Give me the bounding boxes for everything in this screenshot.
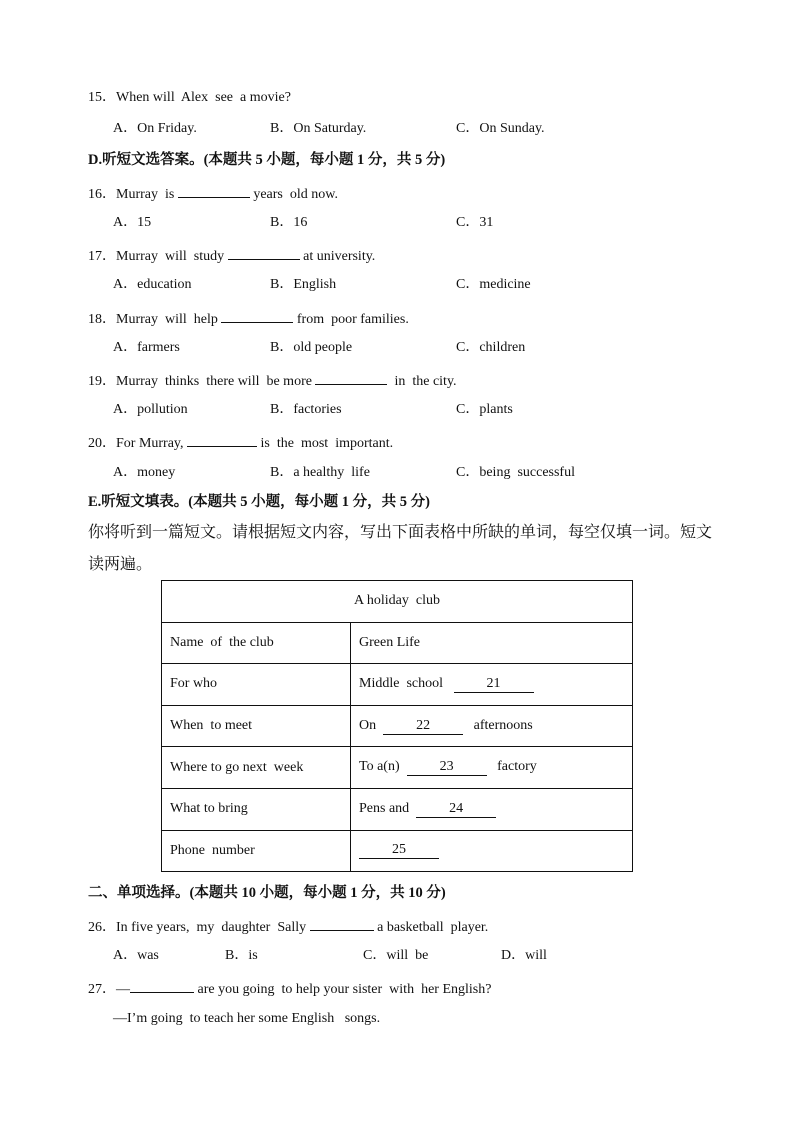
blank-22: 22 [383,718,463,735]
question-19 [88,370,457,391]
blank-21: 21 [454,676,534,693]
section-2-heading: 二、单项选择。(本题共 10 小题，每小题 1 分，共 10 分) [88,885,446,901]
table-row [162,830,633,872]
table-row [162,747,633,789]
q20-stem-start: 20．For Murray, [88,436,188,451]
q20-stem-end: is the most important. [257,436,394,451]
row-label: When to meet [162,705,351,747]
row-value [351,830,633,872]
q26-stem-end: a basketball player. [373,920,489,935]
table-row [162,788,633,830]
q16-option-a: A．15 [113,215,152,230]
question-15: 15．When will Alex see a movie? [88,90,291,105]
q15-option-c: C．On Sunday. [456,121,545,136]
row-label: Phone number [162,830,351,872]
q18-option-b: B．old people [270,340,353,355]
q26-option-c: C．will be [363,948,429,963]
row-label: For who [162,664,351,706]
answer-blank [178,183,250,198]
row-value-suffix: afternoons [463,717,533,733]
row-label: What to bring [162,788,351,830]
answer-blank [130,978,194,993]
row-value [351,788,633,830]
q18-option-a: A．farmers [113,340,180,355]
q19-option-a: A．pollution [113,402,188,417]
q26-option-d: D．will [501,948,547,963]
question-20 [88,432,393,453]
row-value [351,664,633,706]
section-e-heading: E.听短文填表。(本题共 5 小题，每小题 1 分，共 5 分) [88,494,430,510]
table-row [162,622,633,664]
q19-option-b: B．factories [270,402,342,417]
table-row [162,705,633,747]
q20-option-b: B．a healthy life [270,465,370,480]
table-title: A holiday club [162,581,633,623]
q17-stem-end: at university. [299,249,376,264]
q26-stem-start: 26．In five years, my daughter Sally [88,920,310,935]
q20-option-a: A．money [113,465,176,480]
blank-25: 25 [359,842,439,859]
table-row [162,664,633,706]
q26-option-a: A．was [113,948,159,963]
row-value [351,705,633,747]
answer-blank [221,308,293,323]
q15-option-a: A．On Friday. [113,121,197,136]
q17-option-b: B．English [270,277,337,292]
row-value [351,622,633,664]
table-title-row [162,581,633,623]
q18-stem-end: from poor families. [293,312,409,327]
row-label: Where to go next week [162,747,351,789]
q17-option-c: C．medicine [456,277,531,292]
q17-option-a: A．education [113,277,192,292]
q15-option-b: B．On Saturday. [270,121,367,136]
blank-23: 23 [407,759,487,776]
question-26 [88,916,488,937]
row-value-text: Green Life [359,634,421,650]
instruction-line-2: 读两遍。 [88,556,153,573]
row-label: Name of the club [162,622,351,664]
q27-stem-start: 27．— [88,982,130,997]
holiday-club-table [161,580,633,872]
row-value-text: To a(n) [359,759,407,775]
question-17 [88,245,375,266]
row-value [351,747,633,789]
q16-stem-start: 16．Murray is [88,187,178,202]
row-value-text: Middle school [359,675,454,691]
row-value-suffix: factory [486,759,537,775]
q26-option-b: B．is [225,948,258,963]
q16-option-c: C．31 [456,215,494,230]
answer-blank [310,916,374,931]
q17-stem-start: 17．Murray will study [88,249,228,264]
q19-option-c: C．plants [456,402,513,417]
q19-stem-start: 19．Murray thinks there will be more [88,374,316,389]
row-value-text: Pens and [359,800,417,816]
q27-stem-end: are you going to help your sister with her English? [194,982,492,997]
q18-option-c: C．children [456,340,526,355]
instruction-line-1: 你将听到一篇短文。请根据短文内容，写出下面表格中所缺的单词，每空仅填一词。短文 [88,524,713,541]
answer-blank [315,370,387,385]
section-d-heading: D.听短文选答案。(本题共 5 小题，每小题 1 分，共 5 分) [88,152,446,168]
q16-option-b: B．16 [270,215,308,230]
question-27 [88,978,491,999]
question-18 [88,308,409,329]
q16-stem-end: years old now. [249,187,338,202]
answer-blank [187,432,257,447]
q19-stem-end: in the city. [387,374,457,389]
q18-stem-start: 18．Murray will help [88,312,222,327]
q27-answer-line: —I’m going to teach her some English songs. [113,1011,381,1026]
q20-option-c: C．being successful [456,465,575,480]
question-16 [88,183,338,204]
row-value-text: On [359,717,384,733]
blank-24: 24 [416,801,496,818]
answer-blank [228,245,300,260]
